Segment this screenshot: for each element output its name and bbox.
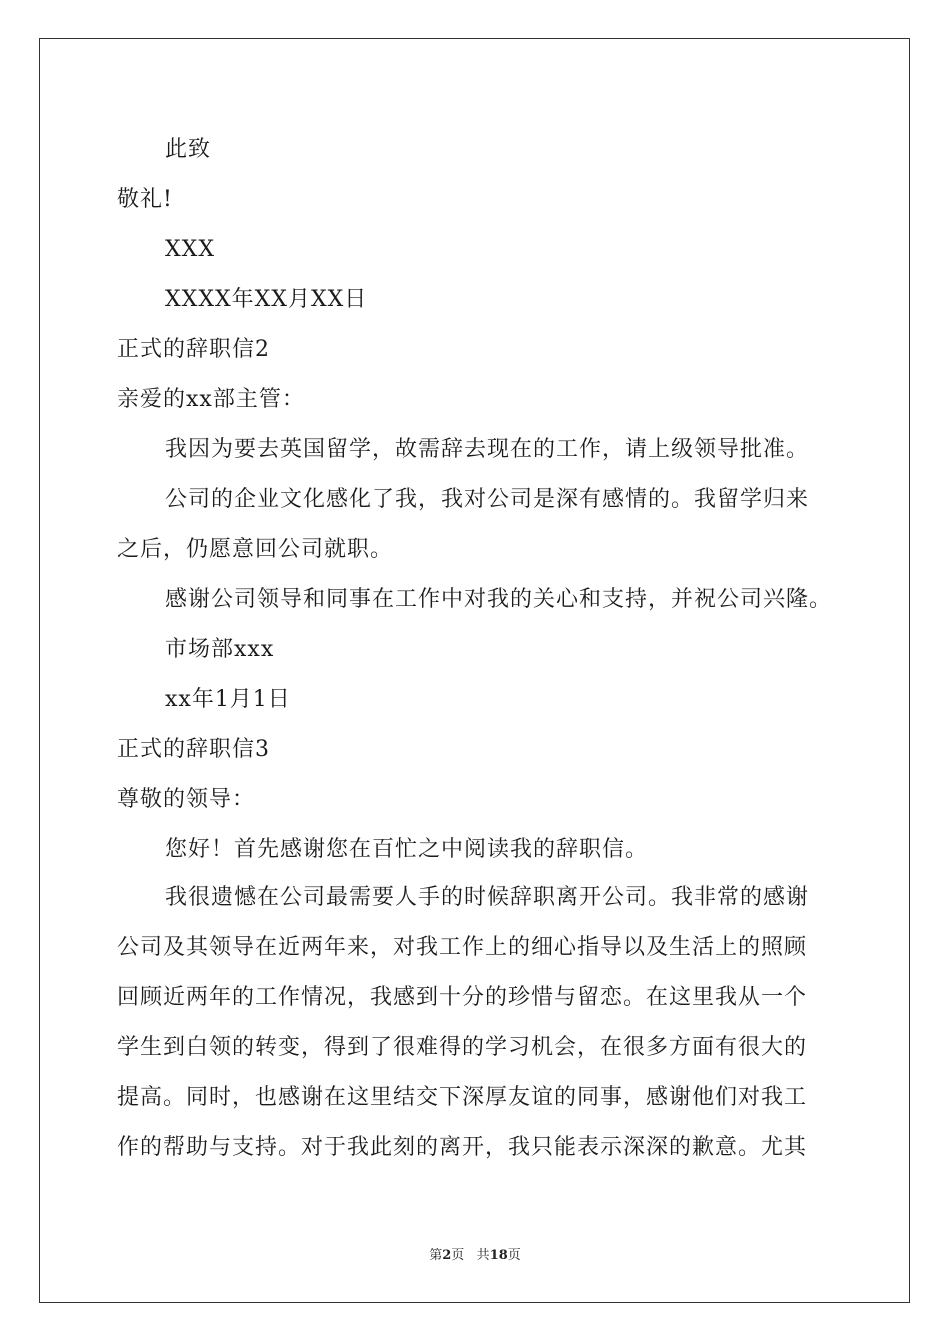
paragraph-line: 公司及其领导在近两年来，对我工作上的细心指导以及生活上的照顾 (117, 935, 808, 960)
salutation: 亲爱的xx部主管： (117, 387, 305, 412)
signature-name: 市场部xxx (165, 637, 275, 662)
total-suffix: 页 (507, 1248, 521, 1263)
closing-phrase: 此致 (165, 137, 212, 162)
page-footer (0, 1247, 950, 1265)
paragraph-line: 作的帮助与支持。对于我此刻的离开，我只能表示深深的歉意。尤其 (117, 1135, 808, 1160)
paragraph-line: 我因为要去英国留学，故需辞去现在的工作，请上级领导批准。 (165, 437, 810, 462)
section-title: 正式的辞职信2 (117, 337, 270, 362)
page-prefix: 第 (429, 1248, 443, 1263)
paragraph-line: 提高。同时，也感谢在这里结交下深厚友谊的同事，感谢他们对我工 (117, 1085, 808, 1110)
total-pages: 18 (489, 1248, 508, 1263)
paragraph-line: 学生到白领的转变，得到了很难得的学习机会，在很多方面有很大的 (117, 1035, 808, 1060)
signature-date: XXXX年XX月XX日 (165, 287, 368, 312)
signature-date: xx年1月1日 (165, 687, 291, 712)
paragraph-line: 感谢公司领导和同事在工作中对我的关心和支持，并祝公司兴隆。 (165, 587, 833, 612)
paragraph-line: 之后，仍愿意回公司就职。 (117, 537, 394, 562)
paragraph-line: 您好！首先感谢您在百忙之中阅读我的辞职信。 (165, 837, 649, 862)
paragraph-line: 我很遗憾在公司最需要人手的时候辞职离开公司。我非常的感谢 (165, 885, 810, 910)
paragraph-line: 公司的企业文化感化了我，我对公司是深有感情的。我留学归来 (165, 487, 810, 512)
page-number: 2 (442, 1248, 452, 1263)
closing-salute: 敬礼! (117, 187, 173, 212)
total-prefix: 共 (476, 1248, 490, 1263)
paragraph-line: 回顾近两年的工作情况，我感到十分的珍惜与留恋。在这里我从一个 (117, 985, 808, 1010)
section-title: 正式的辞职信3 (117, 737, 270, 762)
page-border (39, 38, 910, 1303)
page-suffix: 页 (451, 1248, 465, 1263)
signature-name: XXX (165, 237, 215, 262)
salutation: 尊敬的领导： (117, 787, 256, 812)
